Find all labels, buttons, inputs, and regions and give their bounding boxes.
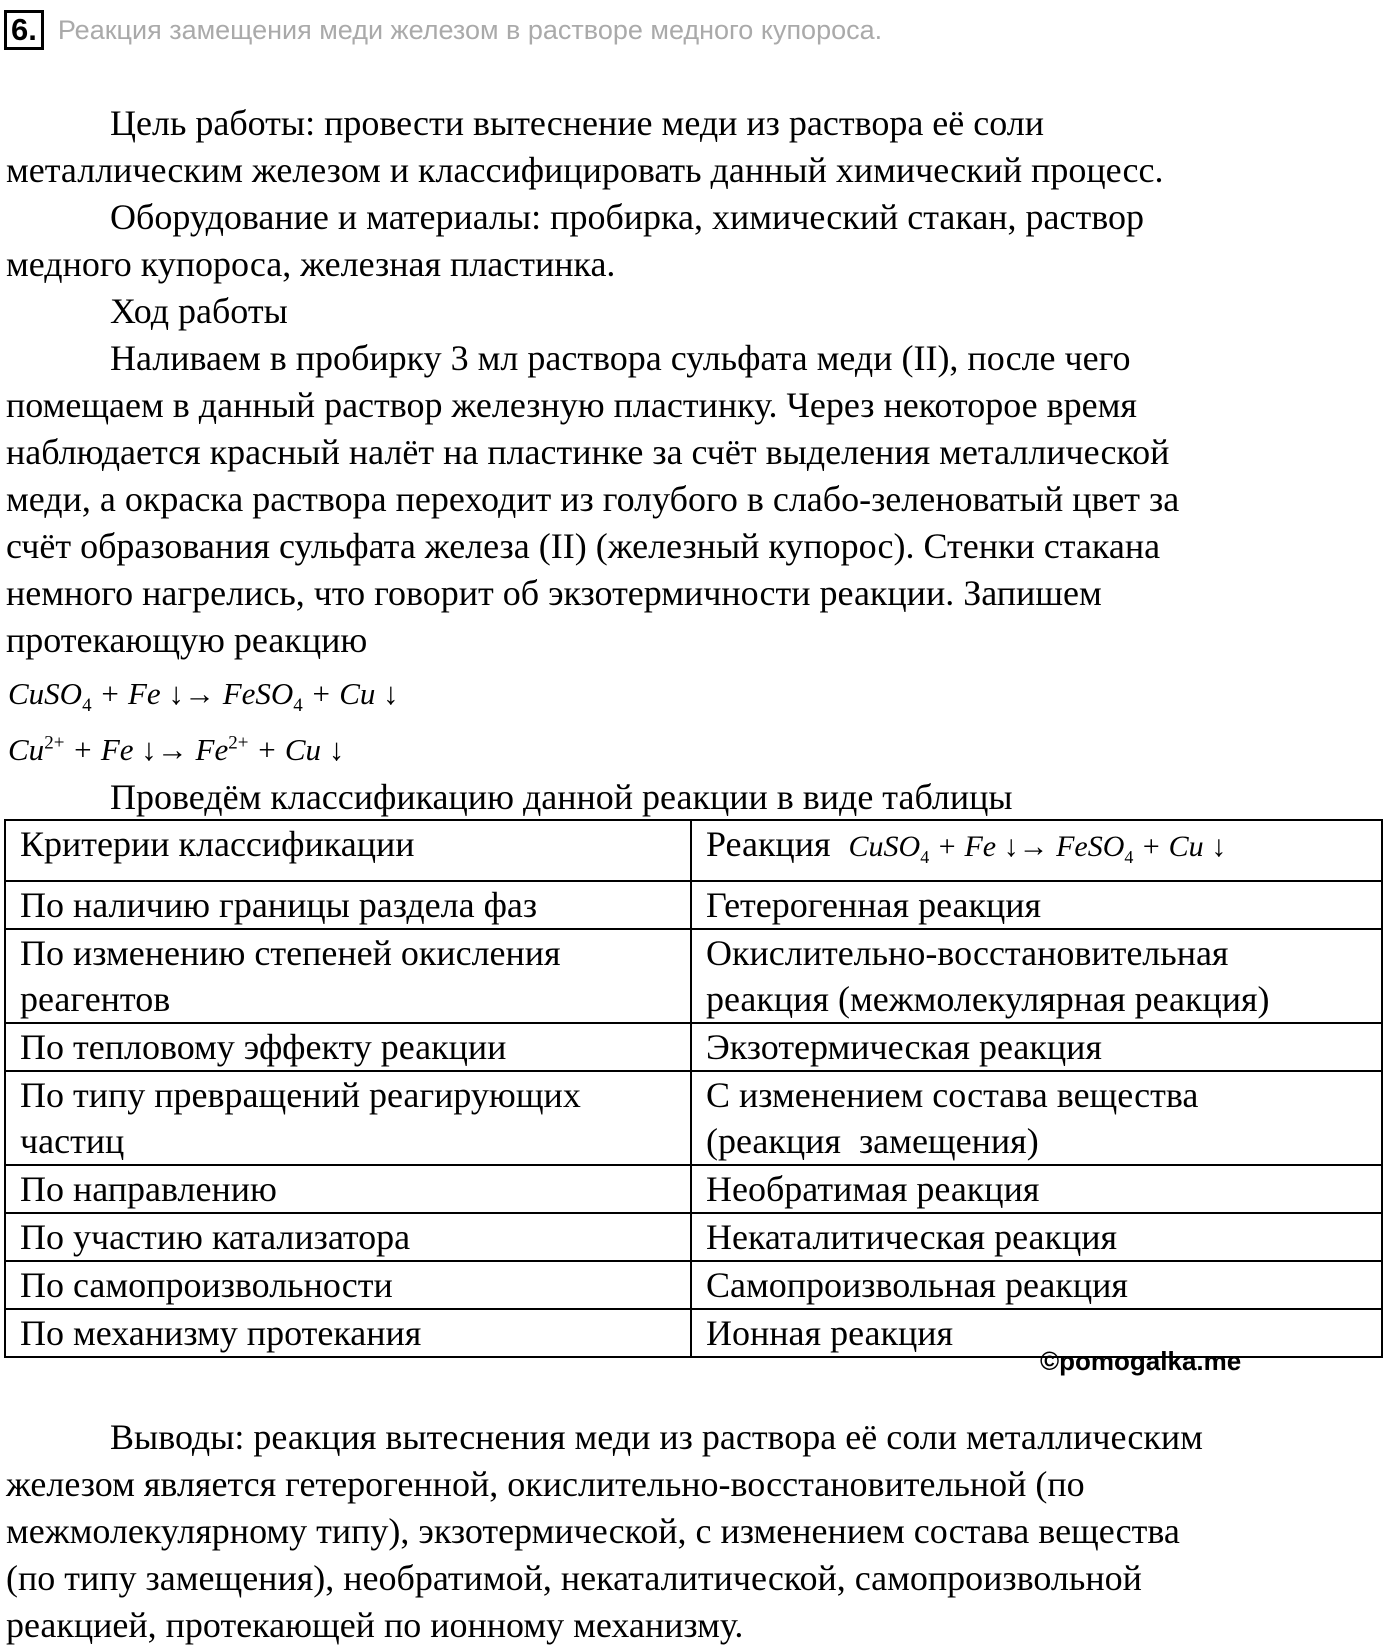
table-header-reaction: Реакция CuSO$_4$ + Fe ↓→ FeSO$_4$ + Cu ↓: [691, 820, 1382, 881]
table-row: [5, 929, 1382, 1023]
text-line: Проведём классификацию данной реакции в виде таблицы: [110, 777, 1013, 817]
table-row: [5, 1071, 1382, 1165]
text-line: Наливаем в пробирку 3 мл раствора сульфата меди (II), после чего: [110, 338, 1131, 378]
result-cell: Гетерогенная реакция: [691, 881, 1382, 929]
goal-paragraph: [6, 100, 1381, 194]
text-line: реакцией, протекающей по ионному механизму.: [6, 1605, 744, 1645]
table-intro: [6, 774, 1381, 821]
criterion-cell: По направлению: [5, 1165, 691, 1213]
conclusion-paragraph: [6, 1414, 1381, 1649]
text-line: (по типу замещения), необратимой, некаталитической, самопроизвольной: [6, 1558, 1142, 1598]
text-line: помещаем в данный раствор железную пластинку. Через некоторое время: [6, 385, 1137, 425]
criterion-cell: По типу превращений реагирующих частиц: [5, 1071, 691, 1165]
ionic-equation: $Cu^{2+} + Fe$ ↓→ $Fe^{2+} + Cu$ ↓: [8, 732, 345, 767]
criterion-cell: По наличию границы раздела фаз: [5, 881, 691, 929]
table-row: [5, 1165, 1382, 1213]
result-cell: Самопроизвольная реакция: [691, 1261, 1382, 1309]
table-row: [5, 1213, 1382, 1261]
task-header: [4, 10, 882, 50]
text-line: железом является гетерогенной, окислительно-восстановительной (по: [6, 1464, 1085, 1504]
task-number: 6.: [4, 10, 44, 50]
procedure-title: [6, 288, 1381, 335]
result-cell: Окислительно-восстановительная реакция (межмолекулярная реакция): [691, 929, 1382, 1023]
criterion-cell: По самопроизвольности: [5, 1261, 691, 1309]
result-cell: Необратимая реакция: [691, 1165, 1382, 1213]
equipment-paragraph: [6, 194, 1381, 288]
text-line: немного нагрелись, что говорит об экзотермичности реакции. Запишем: [6, 573, 1102, 613]
criterion-cell: По тепловому эффекту реакции: [5, 1023, 691, 1071]
text-line: Выводы: реакция вытеснения меди из раствора её соли металлическим: [110, 1417, 1203, 1457]
text-line: наблюдается красный налёт на пластинке за счёт выделения металлической: [6, 432, 1170, 472]
criterion-cell: По участию катализатора: [5, 1213, 691, 1261]
table-row: [5, 881, 1382, 929]
criterion-cell: По изменению степеней окисления реагентов: [5, 929, 691, 1023]
table-header-criteria: Критерии классификации: [5, 820, 691, 881]
result-cell: Ионная реакция: [691, 1309, 1382, 1357]
text-line: Оборудование и материалы: пробирка, химический стакан, раствор: [110, 197, 1144, 237]
text-line: межмолекулярному типу), экзотермической, с изменением состава вещества: [6, 1511, 1180, 1551]
text-line: протекающую реакцию: [6, 620, 368, 660]
text-line: Цель работы: провести вытеснение меди из раствора её соли: [110, 103, 1044, 143]
classification-table: [4, 819, 1383, 1358]
result-cell: Экзотермическая реакция: [691, 1023, 1382, 1071]
procedure-paragraph: [6, 335, 1381, 664]
text-line: медного купороса, железная пластинка.: [6, 244, 616, 284]
table-row: [5, 1023, 1382, 1071]
table-row: [5, 1261, 1382, 1309]
result-cell: Некаталитическая реакция: [691, 1213, 1382, 1261]
task-title: Реакция замещения меди железом в растворе медного купороса.: [57, 14, 883, 45]
table-header-row: [5, 820, 1382, 881]
text-line: Ход работы: [110, 291, 288, 331]
criterion-cell: По механизму протекания: [5, 1309, 691, 1357]
watermark: ©pomogalka.me: [1040, 1346, 1242, 1376]
text-line: меди, а окраска раствора переходит из голубого в слабо-зеленоватый цвет за: [6, 479, 1180, 519]
result-cell: С изменением состава вещества (реакция замещения): [691, 1071, 1382, 1165]
molecular-equation: CuSO$_4$ + Fe ↓→ FeSO$_4$ + Cu ↓: [8, 676, 399, 717]
text-line: металлическим железом и классифицировать данный химический процесс.: [6, 150, 1164, 190]
text-line: счёт образования сульфата железа (II) (железный купорос). Стенки стакана: [6, 526, 1161, 566]
